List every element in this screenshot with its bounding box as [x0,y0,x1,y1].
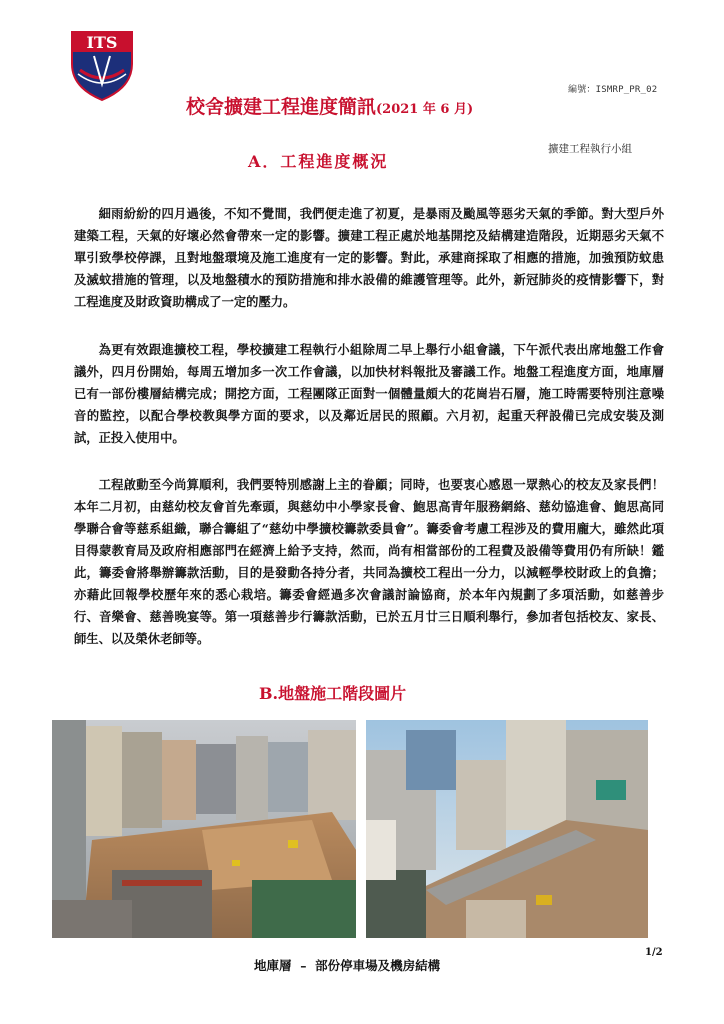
paragraph-1: 細雨紛紛的四月過後，不知不覺間，我們便走進了初夏，是暴雨及颱風等惡劣天氣的季節。對大型戶外建築工程，天氣的好壞必然會帶來一定的影響。擴建工程正處於地基開挖及結構建造階段，近期惡劣天氣不單引致學校停課，且對地盤環境及施工進度有一定的影響。對此，承建商採取了相應的措施，加強預防蚊患及滅蚊措施的管理，以及地盤積水的預防措施和排水設備的維護管理等。此外，新冠肺炎的疫情影響下，對工程進度及財政資助構成了一定的壓力。 [74,206,664,309]
document-number: 編號：ISMRP_PR_02 [568,85,658,95]
paragraph-3: 工程啟動至今尚算順利，我們要特別感謝上主的眷顧；同時，也要衷心感恩一眾熱心的校友及家長們！ 本年二月初，由慈幼校友會首先牽頭，與慈幼中小學家長會、鮑思高青年服務網絡、慈幼協進會、鮑思高同學聯合會等慈系組織，聯合籌組了“慈幼中學擴校籌款委員會”。籌委會考慮工程涉及的費用龐大，雖然此項目得蒙教育局及政府相應部門在經濟上給予支持，然而，尚有相當部份的工程費及設備等費用仍有所缺！鑑此，籌委會將舉辦籌款活動，目的是發動各持分者，共同為擴校工程出一分力，以減輕學校財政上的負擔；亦藉此回報學校歷年來的悉心栽培。籌委會經過多次會議討論協商，於本年內規劃了多項活動，如慈善步行、音樂會、慈善晚宴等。第一項慈善步行籌款活動，已於五月廿三日順利舉行，參加者包括校友、家長、師生、以及榮休老師等。 [74,477,664,646]
committee-name: 擴建工程執行小組 [548,143,632,155]
page-number: 1/2 [645,947,663,958]
title-main: 校舍擴建工程進度簡訊 [186,96,377,118]
construction-site-photo-2 [366,720,648,938]
photo-caption: 地庫層 – 部份停車場及機房結構 [254,958,441,973]
school-crest-logo [64,26,140,102]
svg-text:ITS: ITS [86,33,118,52]
title-date: (2021 年 6 月) [376,102,474,117]
newsletter-title [186,92,473,119]
section-a-heading: A．工程進度概況 [248,152,389,171]
construction-site-photo-1 [52,720,356,938]
paragraph-2: 為更有效跟進擴校工程，學校擴建工程執行小組除周二早上舉行小組會議，下午派代表出席地盤工作會議外，四月份開始，每周五增加多一次工作會議，以加快材料報批及審議工作。地盤工程進度方面，地庫層已有一部份樓層結構完成；開挖方面，工程團隊正面對一個體量頗大的花崗岩石層，施工時需要特別注意噪音的監控，以配合學校教與學方面的要求，以及鄰近居民的照顧。六月初，起重天秤設備已完成安裝及測試，正投入使用中。 [74,342,664,445]
section-b-heading: B.地盤施工階段圖片 [259,684,407,703]
